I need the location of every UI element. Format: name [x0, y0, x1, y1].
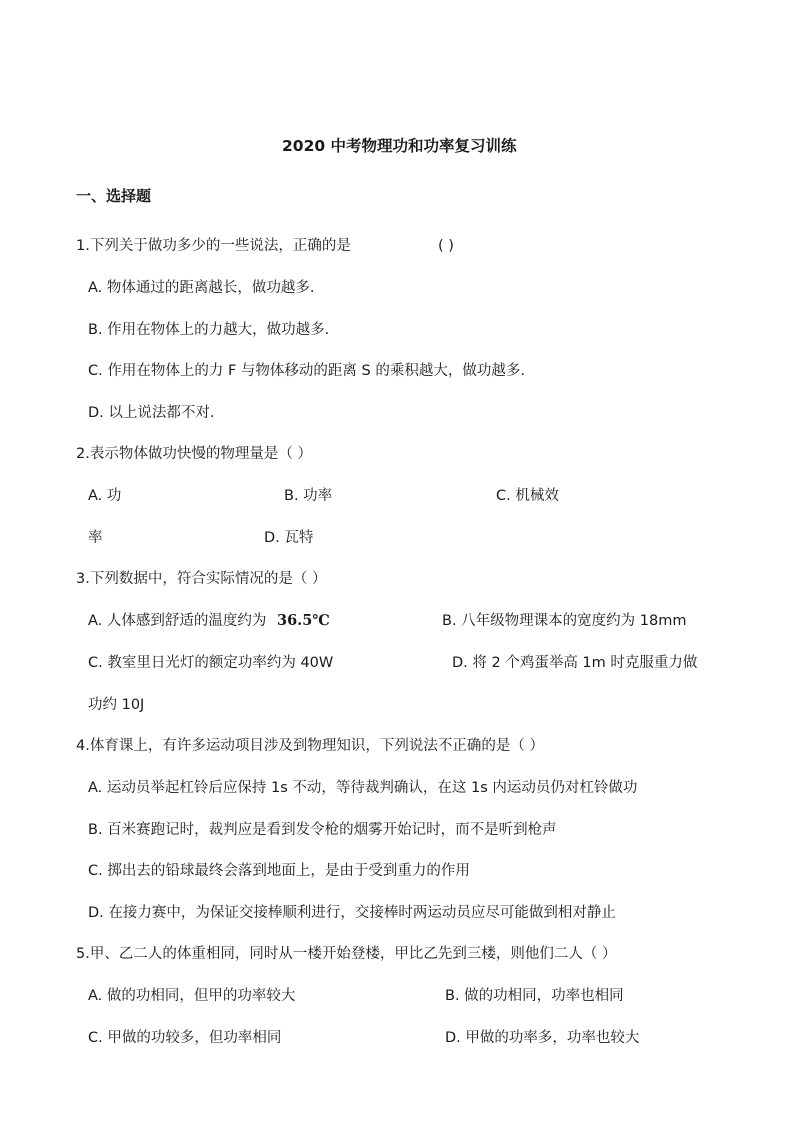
question-3-option-a — [88, 611, 330, 631]
question-1-option-b: B. 作用在物体上的力越大，做功越多. — [88, 322, 330, 338]
question-4-option-c: C. 掷出去的铅球最终会落到地面上，是由于受到重力的作用 — [88, 863, 470, 879]
question-4-stem: 4.体育课上，有许多运动项目涉及到物理知识，下列说法不正确的是（ ） — [76, 738, 544, 754]
question-5-stem: 5.甲、乙二人的体重相同，同时从一楼开始登楼，甲比乙先到三楼，则他们二人（ ） — [76, 946, 617, 962]
question-5-option-a: A. 做的功相同，但甲的功率较大 — [88, 988, 296, 1004]
question-1-option-d: D. 以上说法都不对. — [88, 405, 215, 421]
question-2-option-c: C. 机械效 — [496, 488, 559, 504]
question-3-option-a-temperature: 36.5℃ — [277, 612, 330, 629]
question-2-option-c-continued: 率 — [88, 530, 103, 546]
question-5-option-d: D. 甲做的功率多，功率也较大 — [445, 1030, 640, 1046]
question-5-option-c: C. 甲做的功较多，但功率相同 — [88, 1030, 282, 1046]
question-1-stem: 1.下列关于做功多少的一些说法，正确的是 — [76, 238, 351, 254]
question-1-option-a: A. 物体通过的距离越长，做功越多. — [88, 280, 315, 296]
question-3-stem: 3.下列数据中，符合实际情况的是（ ） — [76, 571, 327, 587]
question-3-option-d-continued: 功约 10J — [88, 697, 145, 713]
document-title: 2020 中考物理功和功率复习训练 — [282, 137, 517, 155]
question-2-option-a: A. 功 — [88, 488, 122, 504]
question-3-option-a-text: A. 人体感到舒适的温度约为 — [88, 613, 267, 629]
question-3-option-c: C. 教室里日光灯的额定功率约为 40W — [88, 655, 334, 671]
question-2-option-d: D. 瓦特 — [264, 530, 314, 546]
question-3-option-b: B. 八年级物理课本的宽度约为 18mm — [442, 613, 687, 629]
question-3-option-d: D. 将 2 个鸡蛋举高 1m 时克服重力做 — [452, 655, 698, 671]
question-5-option-b: B. 做的功相同，功率也相同 — [445, 988, 624, 1004]
question-4-option-a: A. 运动员举起杠铃后应保持 1s 不动，等待裁判确认，在这 1s 内运动员仍对杠铃做功 — [88, 780, 638, 796]
question-4-option-b: B. 百米赛跑记时，裁判应是看到发令枪的烟雾开始记时，而不是听到枪声 — [88, 822, 557, 838]
question-4-option-d: D. 在接力赛中，为保证交接棒顺利进行，交接棒时两运动员应尽可能做到相对静止 — [88, 905, 616, 921]
question-1-bracket: ( ) — [438, 238, 454, 254]
question-2-option-b: B. 功率 — [284, 488, 333, 504]
question-1-option-c: C. 作用在物体上的力 F 与物体移动的距离 S 的乘积越大，做功越多. — [88, 363, 525, 379]
question-2-stem: 2.表示物体做功快慢的物理量是（ ） — [76, 446, 312, 462]
section-heading: 一、选择题 — [76, 187, 152, 205]
